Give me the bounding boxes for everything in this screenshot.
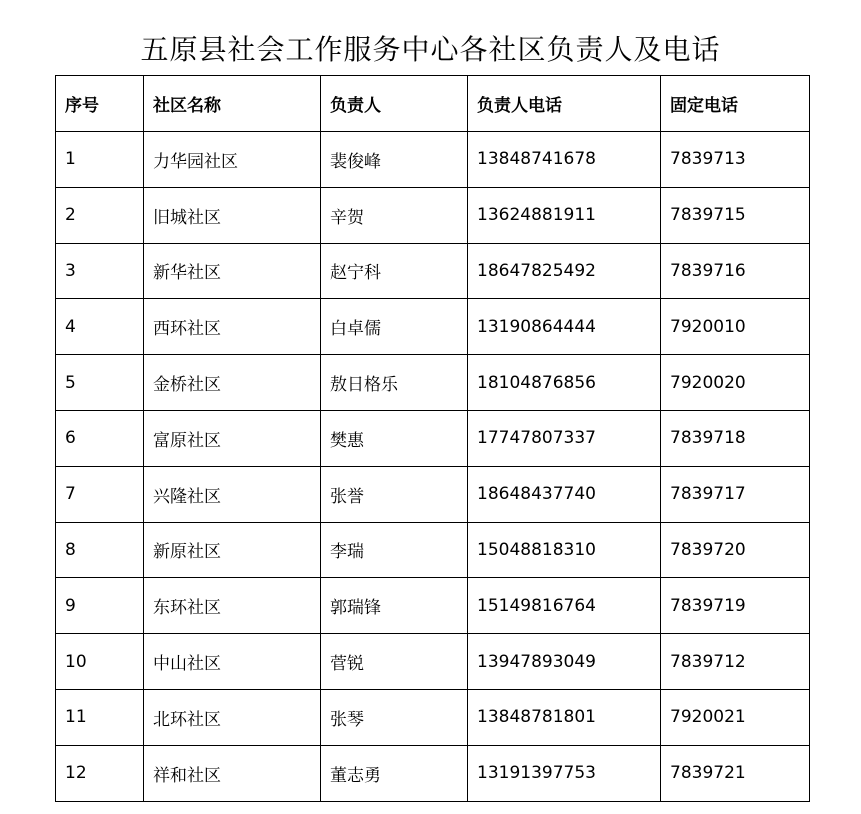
cell-index: 11 xyxy=(56,689,144,745)
header-person-phone: 负责人电话 xyxy=(468,76,661,132)
cell-person-phone: 13947893049 xyxy=(468,634,661,690)
cell-index: 4 xyxy=(56,299,144,355)
cell-person-phone: 18104876856 xyxy=(468,355,661,411)
cell-person-in-charge: 董志勇 xyxy=(321,745,468,801)
cell-person-phone: 15149816764 xyxy=(468,578,661,634)
cell-landline: 7920021 xyxy=(661,689,810,745)
table-row xyxy=(56,132,810,188)
cell-community-name: 东环社区 xyxy=(144,578,321,634)
cell-community-name: 旧城社区 xyxy=(144,187,321,243)
cell-community-name: 力华园社区 xyxy=(144,132,321,188)
table-row xyxy=(56,745,810,801)
community-contacts-table xyxy=(55,75,810,802)
table-row xyxy=(56,689,810,745)
table-row xyxy=(56,410,810,466)
cell-person-phone: 13848741678 xyxy=(468,132,661,188)
cell-person-in-charge: 樊惠 xyxy=(321,410,468,466)
cell-landline: 7839718 xyxy=(661,410,810,466)
header-landline: 固定电话 xyxy=(661,76,810,132)
cell-person-in-charge: 张琴 xyxy=(321,689,468,745)
cell-community-name: 金桥社区 xyxy=(144,355,321,411)
header-index: 序号 xyxy=(56,76,144,132)
cell-community-name: 兴隆社区 xyxy=(144,466,321,522)
cell-community-name: 新原社区 xyxy=(144,522,321,578)
header-community-name: 社区名称 xyxy=(144,76,321,132)
cell-person-phone: 17747807337 xyxy=(468,410,661,466)
cell-index: 6 xyxy=(56,410,144,466)
table-header-row xyxy=(56,76,810,132)
cell-person-phone: 18647825492 xyxy=(468,243,661,299)
cell-person-in-charge: 敖日格乐 xyxy=(321,355,468,411)
cell-person-in-charge: 张誉 xyxy=(321,466,468,522)
cell-person-in-charge: 辛贺 xyxy=(321,187,468,243)
cell-landline: 7839719 xyxy=(661,578,810,634)
cell-index: 5 xyxy=(56,355,144,411)
table-row xyxy=(56,634,810,690)
table-row xyxy=(56,578,810,634)
table-row xyxy=(56,243,810,299)
cell-person-in-charge: 裴俊峰 xyxy=(321,132,468,188)
cell-index: 2 xyxy=(56,187,144,243)
cell-index: 8 xyxy=(56,522,144,578)
cell-index: 12 xyxy=(56,745,144,801)
table-row xyxy=(56,299,810,355)
cell-landline: 7839721 xyxy=(661,745,810,801)
page-title: 五原县社会工作服务中心各社区负责人及电话 xyxy=(140,33,721,66)
cell-person-phone: 15048818310 xyxy=(468,522,661,578)
cell-index: 9 xyxy=(56,578,144,634)
cell-landline: 7839713 xyxy=(661,132,810,188)
cell-landline: 7839716 xyxy=(661,243,810,299)
table-row xyxy=(56,466,810,522)
cell-index: 7 xyxy=(56,466,144,522)
cell-index: 3 xyxy=(56,243,144,299)
cell-index: 1 xyxy=(56,132,144,188)
cell-landline: 7839720 xyxy=(661,522,810,578)
cell-community-name: 新华社区 xyxy=(144,243,321,299)
cell-person-phone: 13191397753 xyxy=(468,745,661,801)
cell-community-name: 富原社区 xyxy=(144,410,321,466)
cell-person-in-charge: 李瑞 xyxy=(321,522,468,578)
cell-community-name: 北环社区 xyxy=(144,689,321,745)
header-person-in-charge: 负责人 xyxy=(321,76,468,132)
cell-landline: 7839717 xyxy=(661,466,810,522)
cell-community-name: 西环社区 xyxy=(144,299,321,355)
cell-community-name: 祥和社区 xyxy=(144,745,321,801)
table-row xyxy=(56,187,810,243)
cell-landline: 7920020 xyxy=(661,355,810,411)
cell-person-in-charge: 赵宁科 xyxy=(321,243,468,299)
cell-index: 10 xyxy=(56,634,144,690)
table-row xyxy=(56,355,810,411)
cell-landline: 7839715 xyxy=(661,187,810,243)
cell-person-phone: 13624881911 xyxy=(468,187,661,243)
table-row xyxy=(56,522,810,578)
cell-person-in-charge: 菅锐 xyxy=(321,634,468,690)
cell-landline: 7839712 xyxy=(661,634,810,690)
cell-person-phone: 13848781801 xyxy=(468,689,661,745)
cell-community-name: 中山社区 xyxy=(144,634,321,690)
cell-person-in-charge: 白卓儒 xyxy=(321,299,468,355)
cell-person-phone: 13190864444 xyxy=(468,299,661,355)
cell-person-phone: 18648437740 xyxy=(468,466,661,522)
cell-person-in-charge: 郭瑞锋 xyxy=(321,578,468,634)
cell-landline: 7920010 xyxy=(661,299,810,355)
